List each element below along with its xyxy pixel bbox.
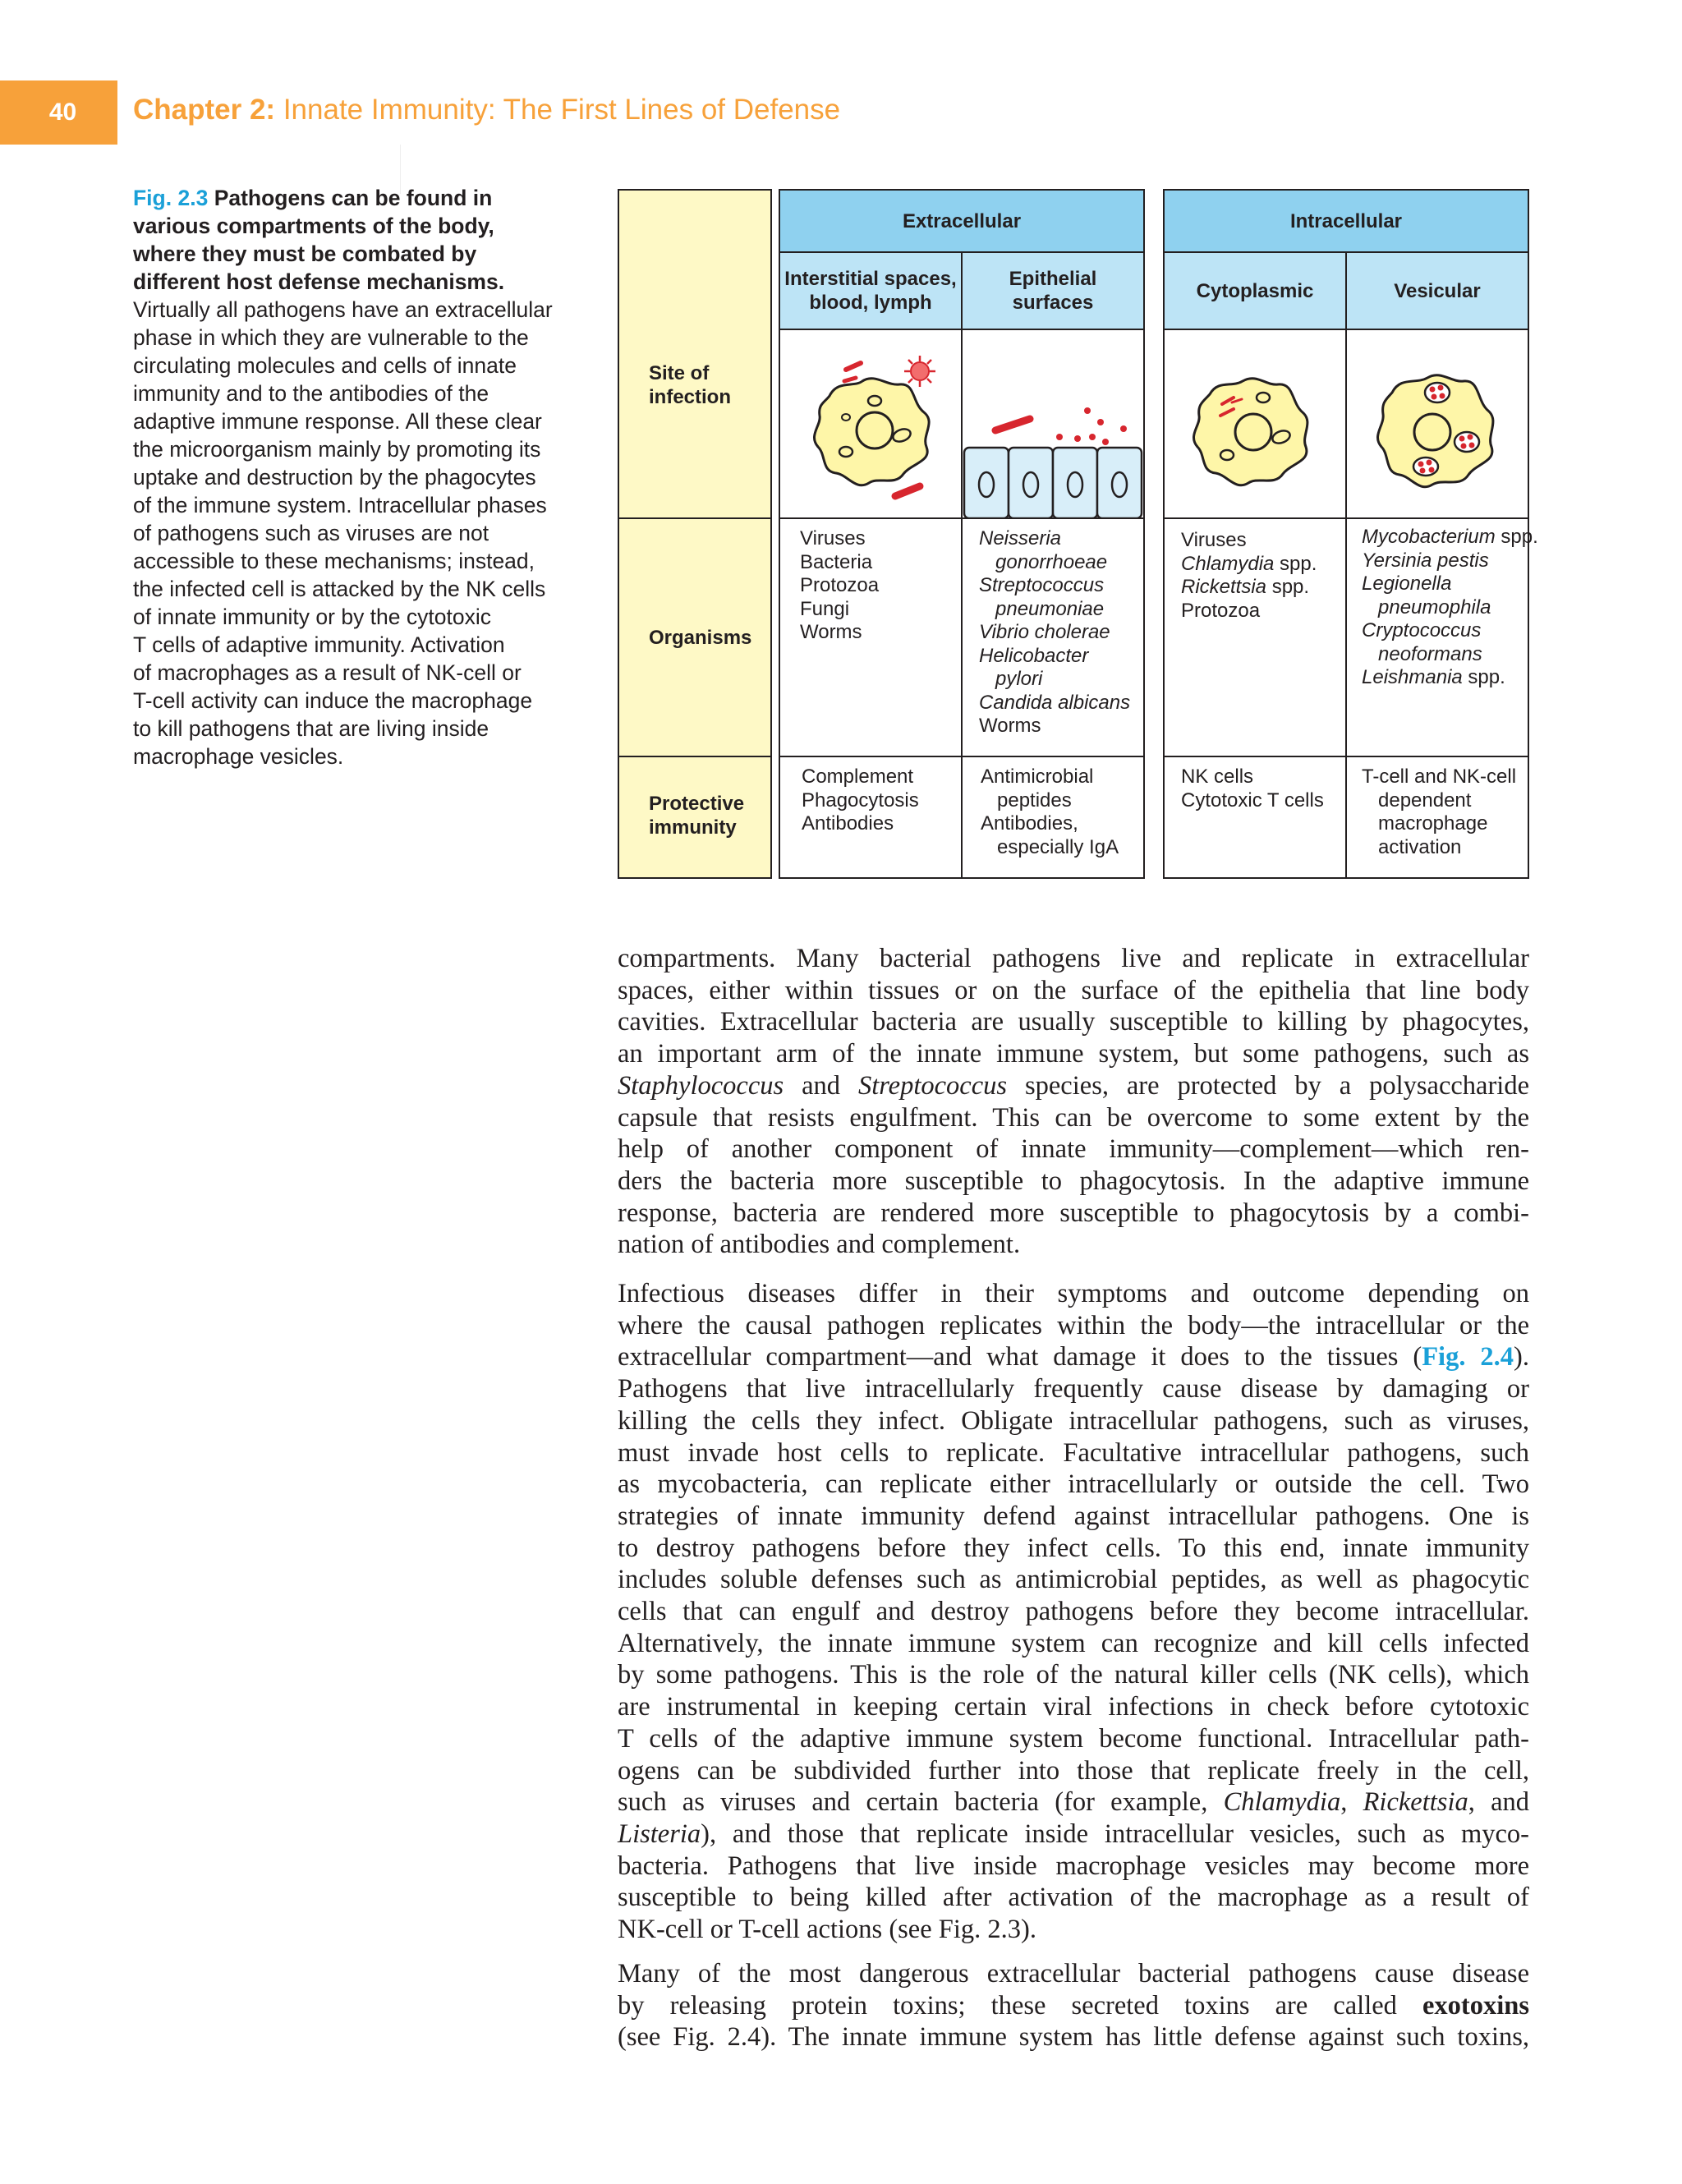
caption-line: of innate immunity or by the cytotoxic (133, 605, 491, 629)
text-line: must invade host cells to replicate. Facultative intracellular pathogens, such (618, 1437, 1529, 1468)
row-label-line: Site of (649, 362, 710, 384)
organisms-vesicular-list (1362, 526, 1538, 690)
text-run: ). (1514, 1342, 1529, 1372)
text-line: susceptible to being killed after activation of the macrophage as a result of (618, 1883, 1529, 1913)
organism-item: Fungi (800, 597, 850, 620)
text-line: killing the cells they infect. Obligate intracellular pathogens, such as viruses, (618, 1405, 1529, 1436)
organism-item: Cryptococcus (1362, 619, 1482, 641)
row-label-site (649, 361, 731, 409)
text-line: Pathogens that live intracellularly frequently cause disease by damaging or (618, 1374, 1529, 1405)
caption-line: macrophage vesicles. (133, 744, 344, 769)
row-label-protective (649, 792, 744, 839)
bacterium (844, 378, 856, 381)
organisms-interstitial-list (800, 527, 879, 645)
organism-item: Viruses (1181, 529, 1247, 551)
text-line: as mycobacteria, can replicate either intracellularly or outside the cell. Two (618, 1469, 1529, 1500)
organisms-epithelial-list (979, 527, 1130, 738)
text-line: compartments. Many bacterial pathogens live and replicate in extracellular (618, 944, 1529, 973)
organism-suffix: spp. (1266, 576, 1310, 598)
caption-line: T-cell activity can induce the macrophage (133, 688, 533, 713)
taxon: Chlamydia (1223, 1787, 1341, 1818)
taxon: Staphylococcus (618, 1070, 784, 1101)
caption-line: of macrophages as a result of NK-cell or (133, 660, 522, 685)
macrophage-cytoplasmic-illustration (1181, 361, 1329, 509)
organism-item: Candida albicans (979, 691, 1131, 714)
nucleus (857, 412, 893, 448)
text-line: ogens can be subdivided further into those that replicate freely in the cell, (618, 1755, 1529, 1786)
organism-item: Neisseria (979, 527, 1062, 549)
organisms-cytoplasmic-list (1181, 529, 1317, 623)
text-line: (see Fig. 2.4). The innate immune system has little defense against such toxins, (618, 2022, 1529, 2053)
caption-line: Virtually all pathogens have an extracellular (133, 297, 553, 322)
header-line: Epithelial (1009, 268, 1097, 290)
text-line (618, 1786, 1529, 1818)
header-interstitial (779, 251, 963, 330)
caption-line: phase in which they are vulnerable to the (133, 325, 529, 350)
organism-item: Yersinia pestis (1362, 549, 1489, 572)
defense-item: activation (1378, 835, 1462, 858)
organism-item: Viruses (800, 527, 866, 549)
caption-line: of pathogens such as viruses are not (133, 521, 489, 545)
organism-item: gonorrhoeae (995, 550, 1108, 573)
text-run: extracellular compartment—and what damage it does to the tissues ( (618, 1342, 1422, 1372)
text-line (618, 1070, 1529, 1102)
chapter-title (133, 94, 840, 126)
key-term: exotoxins (1422, 1990, 1529, 2021)
organism-item: Worms (979, 715, 1041, 737)
bacterium (895, 486, 920, 496)
defense-item: NK cells (1181, 766, 1254, 788)
text-line: cells that can engulf and destroy pathogens before they become intracellular. (618, 1597, 1529, 1627)
text-run: and (784, 1070, 858, 1101)
caption-line: of the immune system. Intracellular phases (133, 493, 547, 517)
organism-item: Legionella (1362, 572, 1452, 595)
text-line: an important arm of the innate immune system, but some pathogens, such as (618, 1039, 1529, 1069)
organism-item: Bacteria (800, 550, 873, 573)
text-line: are instrumental in keeping certain viral infections in check before cytotoxic (618, 1692, 1529, 1722)
defense-item: Phagocytosis (802, 789, 919, 812)
text-line (618, 1818, 1529, 1851)
row-label-line: immunity (649, 816, 737, 839)
row-label-organisms: Organisms (649, 627, 752, 649)
text-line: Alternatively, the innate immune system can recognize and kill cells infected (618, 1628, 1529, 1658)
text-line: strategies of innate immunity defend against intracellular pathogens. One is (618, 1501, 1529, 1531)
text-run: , and (1468, 1787, 1530, 1818)
text-line: T cells of the adaptive immune system become functional. Intracellular path- (618, 1723, 1529, 1754)
organism-item: Streptococcus (979, 574, 1105, 596)
organism-suffix: spp. (1274, 552, 1317, 575)
macrophage-extracellular-illustration (797, 338, 953, 511)
caption-bold-line: various compartments of the body, (133, 214, 494, 238)
caption-line: immunity and to the antibodies of the (133, 381, 489, 406)
caption-line: accessible to these mechanisms; instead, (133, 549, 535, 573)
text-line: bacteria. Pathogens that live inside macrophage vesicles may become more (618, 1851, 1529, 1881)
header-line: surfaces (1012, 292, 1094, 314)
text-line: help of another component of innate immunity—complement—which ren- (618, 1134, 1529, 1165)
defense-item: Cytotoxic T cells (1181, 789, 1324, 812)
protective-cytoplasmic-list (1181, 766, 1324, 812)
organism-item: Mycobacterium (1362, 526, 1496, 548)
protective-epithelial-list (981, 766, 1119, 859)
organism-item: Chlamydia (1181, 552, 1275, 575)
organism-item: Protozoa (800, 574, 880, 596)
caption-line: adaptive immune response. All these clear (133, 409, 542, 434)
protective-interstitial-list (802, 766, 919, 836)
organism-item: Leishmania (1362, 666, 1463, 688)
text-line: cavities. Extracellular bacteria are usually susceptible to killing by phagocytes, (618, 1007, 1529, 1037)
text-line: by some pathogens. This is the role of the natural killer cells (NK cells), which (618, 1660, 1529, 1690)
macrophage-vesicular-illustration (1363, 356, 1511, 509)
organism-item: pylori (995, 668, 1043, 690)
text-line: NK-cell or T-cell actions (see Fig. 2.3). (618, 1915, 1036, 1945)
defense-item: peptides (997, 789, 1072, 812)
text-line (618, 1341, 1529, 1373)
caption-line: the microorganism mainly by promoting its (133, 437, 541, 462)
defense-item: dependent (1378, 789, 1472, 812)
bacterium (846, 363, 861, 370)
organism-item: pneumophila (1378, 595, 1491, 618)
text-run: species, are protected by a polysaccharide (1007, 1070, 1529, 1101)
text-run: ), and those that replicate inside intracellular vesicles, such as myco- (701, 1818, 1529, 1849)
body-paragraph-1 (618, 943, 1529, 1261)
text-run: by releasing protein toxins; these secreted toxins are called (618, 1990, 1422, 2021)
organism-item: Worms (800, 621, 862, 643)
nucleus (1235, 414, 1271, 450)
taxon: Listeria (618, 1818, 701, 1849)
body-paragraph-2 (618, 1278, 1529, 1946)
row-divider (618, 517, 772, 519)
row-divider (618, 756, 772, 757)
caption-line: circulating molecules and cells of innate (133, 353, 517, 378)
chapter-label: Chapter 2: (133, 94, 276, 126)
row-label-line: infection (649, 386, 731, 408)
caption-line: to kill pathogens that are living inside (133, 716, 489, 741)
caption-line: uptake and destruction by the phagocytes (133, 465, 536, 490)
pathogen-compartment-figure (618, 189, 1538, 879)
organism-item: Rickettsia (1181, 576, 1267, 598)
caption-bold-line: Pathogens can be found in (214, 186, 493, 210)
defense-item: T-cell and NK-cell (1362, 766, 1517, 788)
taxon: Streptococcus (857, 1070, 1008, 1101)
taxon: Rickettsia (1363, 1787, 1468, 1818)
figure-reference-link[interactable]: Fig. 2.4 (1422, 1342, 1514, 1372)
organism-item: pneumoniae (995, 597, 1105, 620)
figure-label: Fig. 2.3 (133, 186, 209, 210)
text-line: capsule that resists engulfment. This can be overcome to some extent by the (618, 1102, 1529, 1133)
text-line: to destroy pathogens before they infect cells. To this end, innate immunity (618, 1533, 1529, 1563)
text-line: nation of antibodies and complement. (618, 1230, 1021, 1260)
row-label-column (618, 189, 772, 879)
defense-item: Complement (802, 766, 914, 788)
defense-item: especially IgA (997, 835, 1119, 858)
organism-item: Protozoa (1181, 599, 1261, 622)
bacterium (995, 419, 1030, 430)
defense-item: Antibodies, (981, 812, 1078, 835)
caption-line: T cells of adaptive immunity. Activation (133, 632, 505, 657)
organism-suffix: spp. (1462, 666, 1505, 688)
nucleus (1414, 414, 1450, 450)
epithelial-cell (964, 448, 1142, 517)
organism-item: neoformans (1378, 642, 1482, 665)
header-vesicular: Vesicular (1345, 251, 1529, 330)
text-run: , (1340, 1787, 1363, 1818)
caption-bold-line: different host defense mechanisms. (133, 269, 505, 294)
defense-item: Antimicrobial (981, 766, 1094, 788)
protective-vesicular-list (1362, 766, 1516, 859)
row-label-line: Protective (649, 793, 745, 815)
virus-particle (904, 356, 935, 387)
text-line (618, 1990, 1529, 2022)
caption-bold-line: where they must be combated by (133, 241, 477, 266)
chapter-name: Innate Immunity: The First Lines of Defense (283, 94, 841, 126)
caption-line: the infected cell is attacked by the NK cells (133, 577, 546, 601)
defense-item: macrophage (1378, 812, 1488, 835)
text-line: Many of the most dangerous extracellular bacterial pathogens cause disease (618, 1959, 1529, 1989)
header-intracellular: Intracellular (1163, 189, 1529, 253)
header-line: Interstitial spaces, (784, 268, 957, 290)
header-extracellular: Extracellular (779, 189, 1145, 253)
header-epithelial (961, 251, 1145, 330)
organism-item: Helicobacter (979, 644, 1089, 667)
text-line: ders the bacteria more susceptible to phagocytosis. In the adaptive immune (618, 1166, 1529, 1196)
header-cytoplasmic: Cytoplasmic (1163, 251, 1347, 330)
text-run: such as viruses and certain bacteria (for example, (618, 1787, 1224, 1818)
organism-item: Vibrio cholerae (979, 621, 1110, 643)
header-line: blood, lymph (809, 292, 932, 314)
figure-caption (133, 184, 560, 770)
epithelial-surface-illustration (963, 330, 1143, 517)
text-line: response, bacteria are rendered more susceptible to phagocytosis by a combi- (618, 1198, 1529, 1228)
organism-suffix: spp. (1495, 526, 1538, 548)
text-line: spaces, either within tissues or on the surface of the epithelia that line body (618, 975, 1529, 1005)
text-line: where the causal pathogen replicates within the body—the intracellular or the (618, 1310, 1529, 1340)
page-number: 40 (0, 80, 117, 145)
text-line: includes soluble defenses such as antimicrobial peptides, as well as phagocytic (618, 1565, 1529, 1595)
body-paragraph-3 (618, 1958, 1529, 2053)
defense-item: Antibodies (802, 812, 894, 835)
text-line: Infectious diseases differ in their symptoms and outcome depending on (618, 1279, 1529, 1308)
